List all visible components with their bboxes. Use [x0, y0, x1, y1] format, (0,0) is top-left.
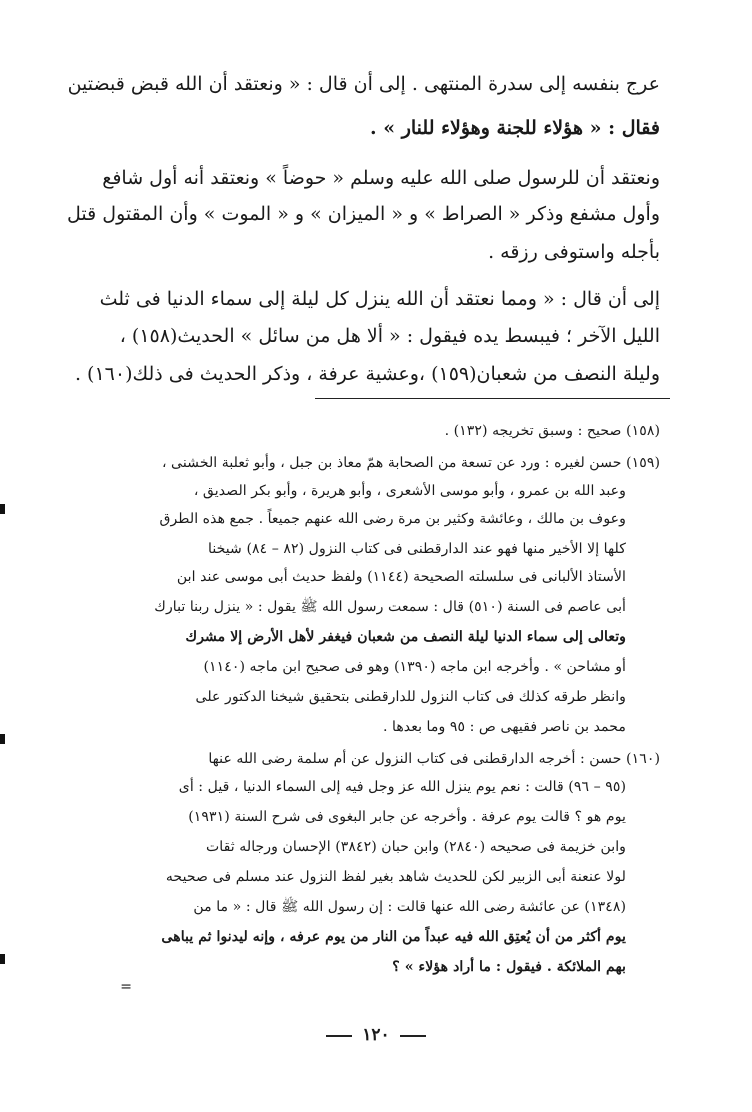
footnote-line-9: أو مشاحن » . وأخرجه ابن ماجه (١٣٩٠) وهو فى صحيح ابن ماجه (١١٤٠) — [203, 659, 626, 675]
body-line-5: بأجله واستوفى رزقه . — [488, 241, 660, 263]
footnote-line-14: يوم هو ؟ قالت يوم عرفة . وأخرجه عن جابر البغوى فى شرح السنة (١٩٣١) — [188, 809, 626, 825]
scan-edge-mark-1 — [0, 504, 5, 514]
body-line-8: وليلة النصف من شعبان(١٥٩) ،وعشية عرفة ، وذكر الحديث فى ذلك(١٦٠) . — [74, 363, 660, 385]
footnote-line-13: (٩٥ – ٩٦) قالت : نعم يوم ينزل الله عز وجل فيه إلى السماء الدنيا ، قيل : أى — [178, 779, 626, 795]
footnote-line-17: (١٣٤٨) عن عائشة رضى الله عنها قالت : إن رسول الله ﷺ قال : « ما من — [193, 899, 626, 915]
page-number-dash-left — [326, 1035, 352, 1037]
page-number — [0, 1025, 752, 1045]
footnote-line-15: وابن خزيمة فى صحيحه (٢٨٤٠) وابن حبان (٣٨٤٢) الإحسان ورجاله ثقات — [205, 839, 626, 855]
footnote-line-12: (١٦٠) حسن : أخرجه الدارقطنى فى كتاب النزول عن أم سلمة رضى الله عنها — [208, 751, 660, 767]
scan-edge-mark-3 — [0, 954, 5, 964]
body-line-3: ونعتقد أن للرسول صلى الله عليه وسلم « حوضاً » ونعتقد أنه أول شافع — [102, 167, 660, 189]
body-line-4: وأول مشفع وذكر « الصراط » و « الميزان » و « الموت » وأن المقتول قتل — [67, 203, 660, 225]
body-line-2: فقال : « هؤلاء للجنة وهؤلاء للنار » . — [369, 117, 660, 139]
scan-edge-mark-2 — [0, 734, 5, 744]
body-line-1: عرج بنفسه إلى سدرة المنتهى . إلى أن قال : « ونعتقد أن الله قبض قبضتين — [67, 73, 660, 95]
page-number-dash-right — [400, 1035, 426, 1037]
footnote-line-2: (١٥٩) حسن لغيره : ورد عن تسعة من الصحابة همّ معاذ بن جبل ، وأبو ثعلبة الخشنى ، — [161, 455, 660, 471]
page-number-value: ١٢٠ — [362, 1025, 390, 1045]
footnote-line-3: وعبد الله بن عمرو ، وأبو موسى الأشعرى ، وأبو هريرة ، وأبو بكر الصديق ، — [193, 483, 626, 499]
footnote-line-6: الأستاذ الألبانى فى سلسلته الصحيحة (١١٤٤) ولفظ حديث أبى موسى عند ابن — [176, 569, 626, 585]
footnote-separator — [315, 398, 670, 399]
footnote-line-19: بهم الملائكة . فيقول : ما أراد هؤلاء » ؟ — [392, 959, 626, 975]
body-line-7: الليل الآخر ؛ فيبسط يده فيقول : « ألا هل من سائل » الحديث(١٥٨) ، — [119, 325, 660, 347]
footnote-line-18: يوم أكثر من أن يُعتِق الله فيه عبداً من النار من يوم عرفه ، وإنه ليدنوا ثم يباهى — [161, 929, 626, 945]
footnote-line-1: (١٥٨) صحيح : وسبق تخريجه (١٣٢) . — [444, 423, 660, 439]
footnote-line-7: أبى عاصم فى السنة (٥١٠) قال : سمعت رسول الله ﷺ يقول : « ينزل ربنا تبارك — [154, 599, 626, 615]
footnote-line-4: وعوف بن مالك ، وعائشة وكثير بن مرة رضى الله عنهم جميعاً . جمع هذه الطرق — [159, 511, 626, 527]
body-line-6: إلى أن قال : « ومما نعتقد أن الله ينزل كل ليلة إلى سماء الدنيا فى ثلث — [99, 288, 660, 310]
footnote-line-16: لولا عنعنة أبى الزبير لكن للحديث شاهد بغير لفظ النزول عند مسلم فى صحيحه — [165, 869, 626, 885]
footnote-line-10: وانظر طرقه كذلك فى كتاب النزول للدارقطنى بتحقيق شيخنا الدكتور على — [195, 689, 626, 705]
footnote-line-8: وتعالى إلى سماء الدنيا ليلة النصف من شعبان فيغفر لأهل الأرض إلا مشرك — [185, 629, 626, 645]
footnote-end-mark: = — [120, 979, 132, 995]
footnote-line-5: كلها إلا الأخير منها فهو عند الدارقطنى فى كتاب النزول (٨٢ – ٨٤) شيخنا — [208, 541, 626, 557]
footnote-line-11: محمد بن ناصر فقيهى ص : ٩٥ وما بعدها . — [382, 719, 626, 735]
